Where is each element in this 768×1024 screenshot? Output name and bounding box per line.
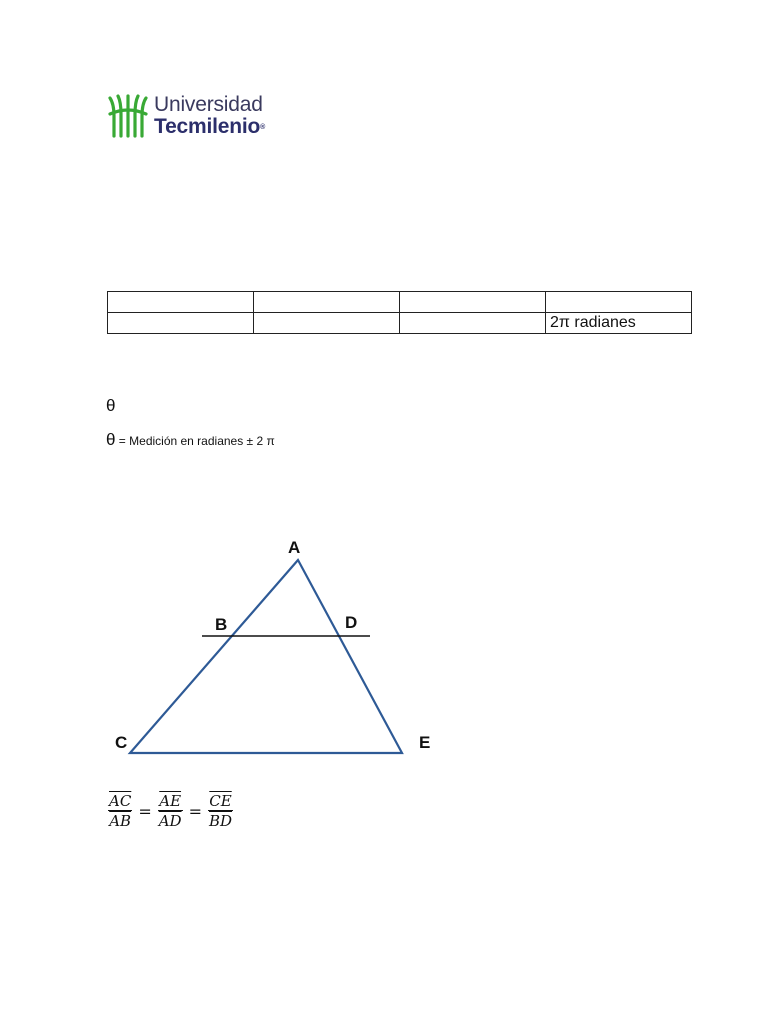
table-cell	[546, 292, 692, 313]
table-cell	[400, 292, 546, 313]
university-logo	[108, 94, 268, 138]
fraction-ce-bd	[208, 792, 233, 830]
fraction-denominator: AB	[109, 812, 132, 830]
vertex-label-a: A	[288, 538, 301, 557]
fraction-denominator: AD	[158, 812, 182, 830]
table-cell	[108, 313, 254, 334]
vertex-label-e: E	[419, 733, 431, 752]
vertex-label-d: D	[345, 613, 358, 632]
logo-line-tecmilenio: Tecmilenio®	[154, 115, 266, 138]
equals-sign: =	[138, 801, 152, 821]
vertex-label-c: C	[115, 733, 128, 752]
table-cell: 2π radianes	[546, 313, 692, 334]
table-cell	[108, 292, 254, 313]
theta-definition-symbol: θ	[106, 430, 116, 449]
registered-mark: ®	[260, 123, 266, 131]
table-row	[108, 313, 692, 334]
fraction-ac-ab	[108, 792, 132, 830]
logo-line-universidad: Universidad	[154, 93, 263, 116]
tecmilenio-mark-icon	[108, 94, 150, 138]
table-cell	[254, 292, 400, 313]
table-row	[108, 292, 692, 313]
theta-definition	[106, 430, 275, 450]
fraction-denominator: BD	[208, 812, 233, 830]
proportion-formula	[106, 792, 235, 830]
table-cell	[400, 313, 546, 334]
theta-symbol: θ	[106, 396, 116, 415]
fraction-ae-ad	[158, 792, 183, 830]
fraction-numerator: $\overline{AC}$	[109, 792, 132, 810]
fraction-numerator: $\overline{CE}$	[209, 792, 232, 810]
conversion-table	[107, 291, 692, 334]
triangle-ace	[130, 560, 402, 753]
theta-definition-text: = Medición en radianes ± 2 π	[115, 434, 275, 448]
equals-sign: =	[188, 801, 202, 821]
vertex-label-b: B	[215, 615, 228, 634]
similar-triangles-diagram	[108, 532, 448, 762]
fraction-numerator: $\overline{AE}$	[159, 792, 182, 810]
table-cell	[254, 313, 400, 334]
